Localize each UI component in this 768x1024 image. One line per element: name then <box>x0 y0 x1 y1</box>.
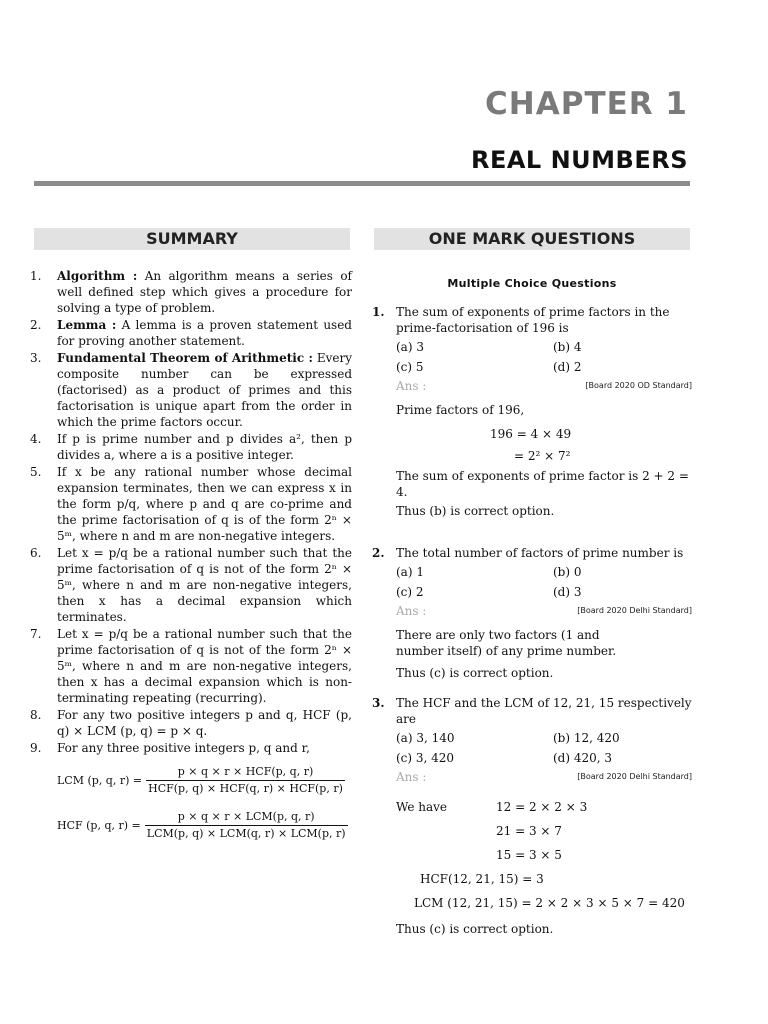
question-2: 2. The total number of factors of prime number is (a) 1 (b) 0 (c) 2 (d) 3 Ans : [Board 2020 Delhi Standard] There are only two factors (1 and number itself) of any prime number. Thus (c) is correct option. <box>372 546 692 680</box>
summary-item: 3. Fundamental Theorem of Arithmetic : Every composite number can be expressed (factorised) as a product of primes and this factorisation is unique apart from the order in which the prime factors occur. <box>30 351 352 429</box>
options <box>396 730 692 766</box>
option: (d) 2 <box>553 360 582 374</box>
option: (b) 12, 420 <box>553 731 620 745</box>
header-rule <box>34 181 690 186</box>
summary-item: 4. If p is prime number and p divides a², then p divides a, where a is a positive integer. <box>30 432 352 462</box>
summary-column <box>30 268 352 842</box>
question-1: 1. The sum of exponents of prime factors in the prime-factorisation of 196 is (a) 3 (b) 4 (c) 5 (d) 2 Ans : [Board 2020 OD Standard] Prime factors of 196, 196 = 4 × 49 = 2² × 7² The sum of exponents of prime factor is 2 + 2 = 4. Thus (b) is correct option. <box>372 305 692 518</box>
hcf-formula: HCF (p, q, r) = $\frac{\text{p × q × r × LCM(p, q, r)}}{\text{LCM(p, q) × LCM(q, r) × LCM(p, r)}}$ <box>57 810 346 840</box>
options <box>396 339 692 375</box>
board-tag: [Board 2020 Delhi Standard] <box>577 772 692 781</box>
summary-item: 2. Lemma : A lemma is a proven statement used for proving another statement. <box>30 318 352 348</box>
question-text: The total number of factors of prime number is <box>396 546 684 560</box>
option: (c) 5 <box>396 360 424 374</box>
summary-item: 8. For any two positive integers p and q, HCF (p, q) × LCM (p, q) = p × q. <box>30 708 352 738</box>
answer-label: Ans : <box>396 770 427 784</box>
solution: Prime factors of 196, 196 = 4 × 49 = 2² × 7² The sum of exponents of prime factor is 2 + 2 = 4. Thus (b) is correct option. <box>396 403 689 518</box>
summary-list <box>30 268 352 756</box>
hcf-fraction: $\frac{\text{p × q × r × LCM(p, q, r)}}{\text{LCM(p, q) × LCM(q, r) × LCM(p, r)}}$ <box>146 810 346 840</box>
option: (a) 3, 140 <box>396 731 455 745</box>
question-text: The HCF and the LCM of 12, 21, 15 respectively are <box>396 696 692 726</box>
lcm-formula: LCM (p, q, r) = $\frac{\text{p × q × r × HCF(p, q, r)}}{\text{HCF(p, q) × HCF(q, r) × HCF(p, r)}}$ <box>57 765 343 795</box>
board-tag: [Board 2020 Delhi Standard] <box>577 606 692 615</box>
option: (b) 4 <box>553 340 582 354</box>
option: (a) 3 <box>396 340 424 354</box>
solution: There are only two factors (1 and number itself) of any prime number. Thus (c) is correct option. <box>396 628 617 680</box>
option: (d) 3 <box>553 585 582 599</box>
chapter-label: CHAPTER 1 <box>485 86 688 122</box>
answer-label: Ans : <box>396 604 427 618</box>
question-3: 3. The HCF and the LCM of 12, 21, 15 respectively are (a) 3, 140 (b) 12, 420 (c) 3, 420 (d) 420, 3 Ans : [Board 2020 Delhi Standard] We have 12 = 2 × 2 × 3 21 = 3 × 7 15 = 3 × 5 HCF(12, 21, 15) = 3 LCM (12, 21, 15) = 2 × 2 × 3 × 5 × 7 = 420 Thus (c) is correct option. <box>372 695 692 943</box>
board-tag: [Board 2020 OD Standard] <box>585 381 692 390</box>
summary-item: 9. For any three positive integers p, q and r, <box>30 741 310 755</box>
summary-item: 6. Let x = p/q be a rational number such that the prime factorisation of q is not of the form 2ⁿ × 5ᵐ, where n and m are non-negative integers, then x has a decimal expansion which terminates. <box>30 546 352 624</box>
one-mark-heading: ONE MARK QUESTIONS <box>374 228 690 250</box>
summary-item: 1. Algorithm : An algorithm means a series of well defined step which gives a procedure for solving a type of problem. <box>30 269 352 315</box>
summary-heading: SUMMARY <box>34 228 350 250</box>
option: (a) 1 <box>396 565 424 579</box>
summary-item: 5. If x be any rational number whose decimal expansion terminates, then we can express x in the form p/q, where p and q are co-prime and the prime factorisation of q is of the form 2ⁿ × 5ᵐ, where n and m are non-negative integers. <box>30 465 352 543</box>
option: (d) 420, 3 <box>553 751 613 765</box>
chapter-title: REAL NUMBERS <box>470 146 688 174</box>
lcm-fraction: $\frac{\text{p × q × r × HCF(p, q, r)}}{\text{HCF(p, q) × HCF(q, r) × HCF(p, r)}}$ <box>148 765 343 795</box>
solution: We have 12 = 2 × 2 × 3 21 = 3 × 7 15 = 3 × 5 HCF(12, 21, 15) = 3 LCM (12, 21, 15) = 2 × 2 × 3 × 5 × 7 = 420 Thus (c) is correct option. <box>396 800 685 936</box>
options <box>396 564 692 600</box>
option: (b) 0 <box>553 565 582 579</box>
mcq-heading: Multiple Choice Questions <box>447 277 617 290</box>
option: (c) 2 <box>396 585 424 599</box>
summary-item: 7. Let x = p/q be a rational number such that the prime factorisation of q is not of the form 2ⁿ × 5ᵐ, where n and m are non-negative integers, then x has a decimal expansion which is non-terminating repeating (recurring). <box>30 627 352 705</box>
answer-label: Ans : <box>396 379 427 393</box>
questions-column <box>372 276 692 943</box>
question-text: The sum of exponents of prime factors in the prime-factorisation of 196 is <box>396 305 670 335</box>
option: (c) 3, 420 <box>396 751 455 765</box>
